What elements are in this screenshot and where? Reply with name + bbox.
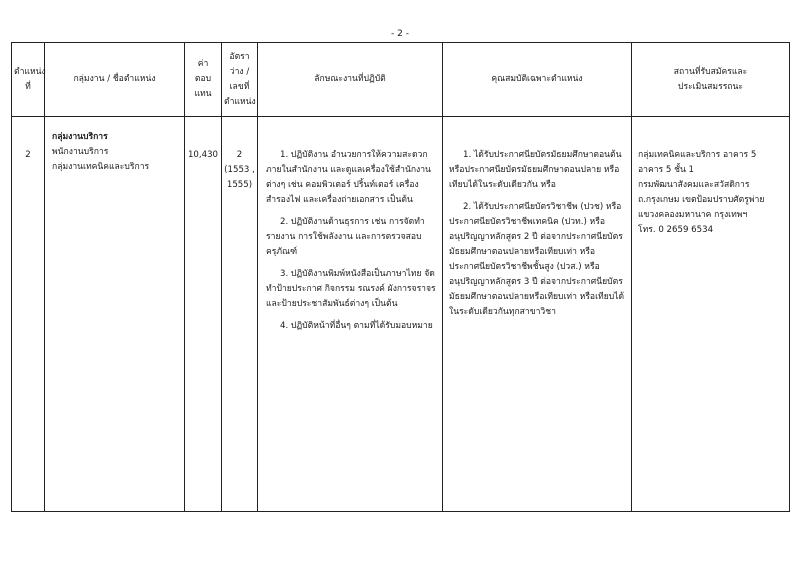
duty-item: 4. ปฏิบัติหน้าที่อื่นๆ ตามที่ได้รับมอบหมาย [280,321,433,331]
header-vacancy: อัตรา ว่าง / เลขที่ ตำแหน่ง [222,43,258,117]
header-group-position: กลุ่มงาน / ชื่อตำแหน่ง [45,43,185,117]
group-title: กลุ่มงานบริการ [52,132,108,142]
address-line: โทร. 0 2659 6534 [638,225,714,235]
position-table [11,42,790,512]
table-header-row [12,43,790,117]
address-line: ถ.กรุงเกษม เขตป้อมปราบศัตรูพ่าย [638,195,765,205]
qualification-item: 1. ได้รับประกาศนียบัตรมัธยมศึกษาตอนต้น หรือประกาศนียบัตรมัธยมศึกษาตอนปลาย หรือเทียบได้ในระดับเดียวกัน หรือ [449,150,622,190]
page-number: - 2 - [391,29,409,39]
duty-item: 2. ปฏิบัติงานด้านธุรการ เช่น การจัดทำรายงาน การใช้พลังงาน และการตรวจสอบครุภัณฑ์ [266,217,425,257]
vacancy-numbers: 1555) [226,180,253,190]
address-line: อาคาร 5 ชั้น 1 [638,165,695,175]
cell-salary: 10,430 [185,117,222,512]
cell-position-no: 2 [12,117,45,512]
cell-qualifications [443,117,632,512]
table-row [12,117,790,512]
cell-vacancy [222,117,258,512]
header-duties: ลักษณะงานที่ปฏิบัติ [258,43,443,117]
duty-item: 1. ปฏิบัติงาน อำนวยการให้ความสะดวก ภายในสำนักงาน และดูแลเครื่องใช้สำนักงานต่างๆ เช่น คอมพิวเตอร์ ปริ้นท์เตอร์ เครื่องสำรองไฟ และเครื่องถ่ายเอกสาร เป็นต้น [266,150,431,205]
vacancy-count: 2 [236,150,243,160]
position-name: พนักงานบริการ [52,147,109,157]
unit-name: กลุ่มงานเทคนิคและบริการ [52,162,150,172]
duty-item: 3. ปฏิบัติงานพิมพ์หนังสือเป็นภาษาไทย จัดทำป้ายประกาศ กิจกรรม รณรงค์ ผังการจราจร และป้ายประชาสัมพันธ์ต่างๆ เป็นต้น [266,269,436,309]
vacancy-numbers: (1553 , [224,165,255,175]
address-line: แขวงคลองมหานาค กรุงเทพฯ [638,210,748,220]
address-line: กลุ่มเทคนิคและบริการ อาคาร 5 [638,150,757,160]
address-line: กรมพัฒนาสังคมและสวัสดิการ [638,180,750,190]
header-salary: ค่า ตอบ แทน [185,43,222,117]
header-position-no: ตำแหน่ง ที่ [12,43,45,117]
cell-group-position [45,117,185,512]
header-application-place: สถานที่รับสมัครและ ประเมินสมรรถนะ [632,43,790,117]
header-qualifications: คุณสมบัติเฉพาะตำแหน่ง [443,43,632,117]
qualification-item: 2. ได้รับประกาศนียบัตรวิชาชีพ (ปวช) หรือประกาศนียบัตรวิชาชีพเทคนิค (ปวท.) หรืออนุปริญญาหลักสูตร 2 ปี ต่อจากประกาศนียบัตรมัธยมศึกษาตอนปลายหรือเทียบเท่า หรือประกาศนียบัตรวิชาชีพชั้นสูง (ปวส.) หรืออนุปริญญาหลักสูตร 3 ปี ต่อจากประกาศนียบัตรมัธยมศึกษาตอนปลายหรือเทียบเท่า หรือเทียบได้ในระดับเดียวกันทุกสาขาวิชา [449,202,625,317]
cell-application-place [632,117,790,512]
cell-duties [258,117,443,512]
